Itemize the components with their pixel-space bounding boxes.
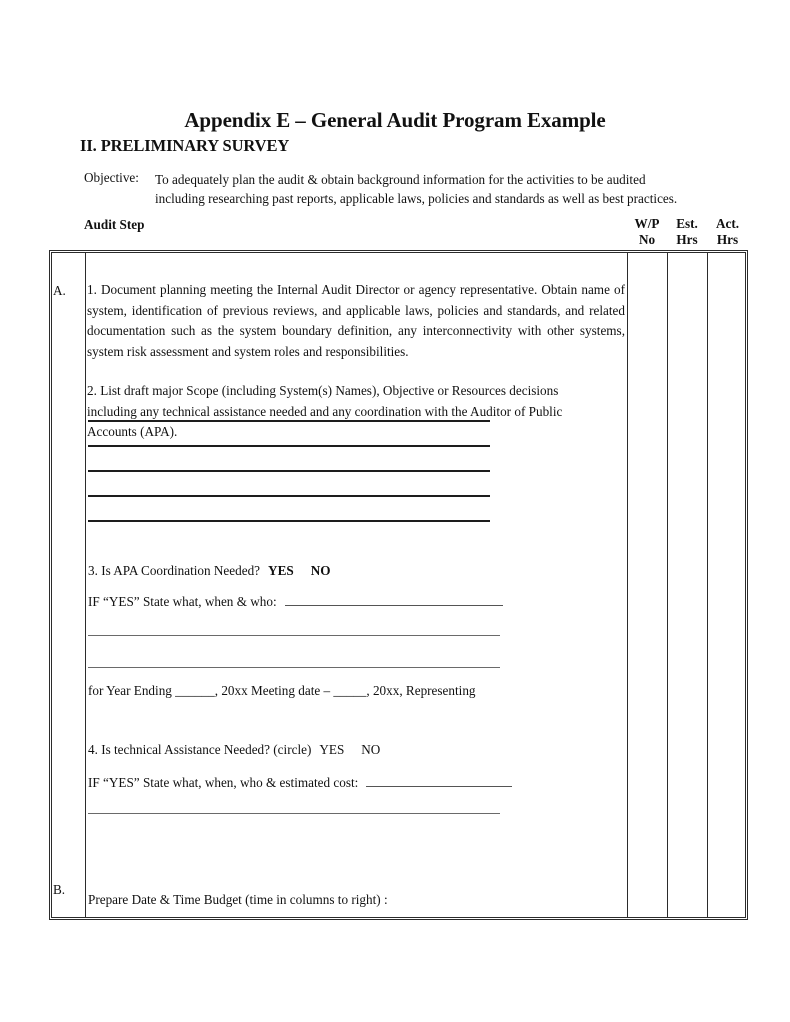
objective-text: To adequately plan the audit & obtain background information for the activities to be audited including researching past reports, applicable laws, policies and standards as well as best practices.	[155, 172, 678, 206]
question-3-if-yes-input[interactable]	[285, 592, 503, 606]
column-divider-wp-no	[627, 253, 628, 917]
question-4-if-yes-input[interactable]	[366, 773, 512, 787]
blank-line-3[interactable]	[88, 470, 490, 472]
column-header-est-hrs-line2: Hrs	[676, 232, 698, 247]
blank-line-5[interactable]	[88, 520, 490, 522]
column-header-est-hrs-line1: Est.	[676, 216, 698, 231]
question-3-yes-option[interactable]: YES	[268, 563, 294, 578]
audit-step-2-text: 2. List draft major Scope (including System(s) Names), Objective or Resources decisions including any technical assistance needed and any coordination with the Auditor of Public Accounts (APA).	[87, 383, 563, 439]
audit-step-b-text: Prepare Date & Time Budget (time in columns to right) :	[88, 892, 388, 907]
table-row-letter-a: A.	[53, 283, 66, 298]
column-header-act-hrs	[707, 216, 748, 248]
column-header-wp-no-line1: W/P	[634, 216, 660, 231]
question-3-no-option[interactable]: NO	[310, 563, 331, 578]
question-4-if-yes-label: IF “YES” State what, when, who & estimated cost:	[88, 775, 359, 790]
column-header-act-hrs-line1: Act.	[715, 216, 740, 231]
section-heading: II. PRELIMINARY SURVEY	[80, 136, 290, 155]
column-header-act-hrs-line2: Hrs	[716, 232, 739, 247]
column-header-wp-no-line2: No	[638, 232, 656, 247]
question-4-if-yes	[88, 773, 512, 791]
question-3-if-yes-label: IF “YES” State what, when & who:	[88, 594, 277, 609]
table-row	[87, 280, 625, 443]
column-divider-est-hrs	[667, 253, 668, 917]
objective-label: Objective:	[84, 170, 139, 185]
blank-line-2[interactable]	[88, 445, 490, 447]
column-header-est-hrs	[667, 216, 707, 248]
blank-line-1[interactable]	[88, 420, 490, 422]
page-title: Appendix E – General Audit Program Example	[184, 108, 606, 132]
blank-line-4[interactable]	[88, 495, 490, 497]
question-4	[88, 742, 380, 758]
table-row-letter-b: B.	[53, 882, 66, 897]
question-3	[88, 563, 330, 579]
question-3-if-yes	[88, 592, 503, 610]
question-4-prompt: 4. Is technical Assistance Needed? (circle)	[88, 742, 312, 757]
column-divider-act-hrs	[707, 253, 708, 917]
column-divider-letter	[85, 253, 86, 917]
question-4-answer-line-1[interactable]	[88, 813, 500, 814]
blank-write-in-lines[interactable]	[88, 420, 490, 522]
audit-step-1-text: 1. Document planning meeting the Internal Audit Director or agency representative. Obtain name of system, identification of previous reviews, and applicable laws, policies and standards, and related documentation such as the system boundary definition, any interconnectivity with other systems, system risk assessment and system roles and responsibilities.	[87, 282, 625, 359]
question-3-prompt: 3. Is APA Coordination Needed?	[88, 563, 261, 578]
year-ending-line[interactable]: for Year Ending ______, 20xx Meeting date – _____, 20xx, Representing	[88, 683, 476, 698]
question-3-answer-line-1[interactable]	[88, 635, 500, 636]
question-4-no-option[interactable]: NO	[361, 742, 381, 757]
column-header-audit-step: Audit Step	[84, 217, 145, 232]
question-3-answer-line-2[interactable]	[88, 667, 500, 668]
question-4-yes-option[interactable]: YES	[319, 742, 345, 757]
column-header-wp-no	[627, 216, 667, 248]
